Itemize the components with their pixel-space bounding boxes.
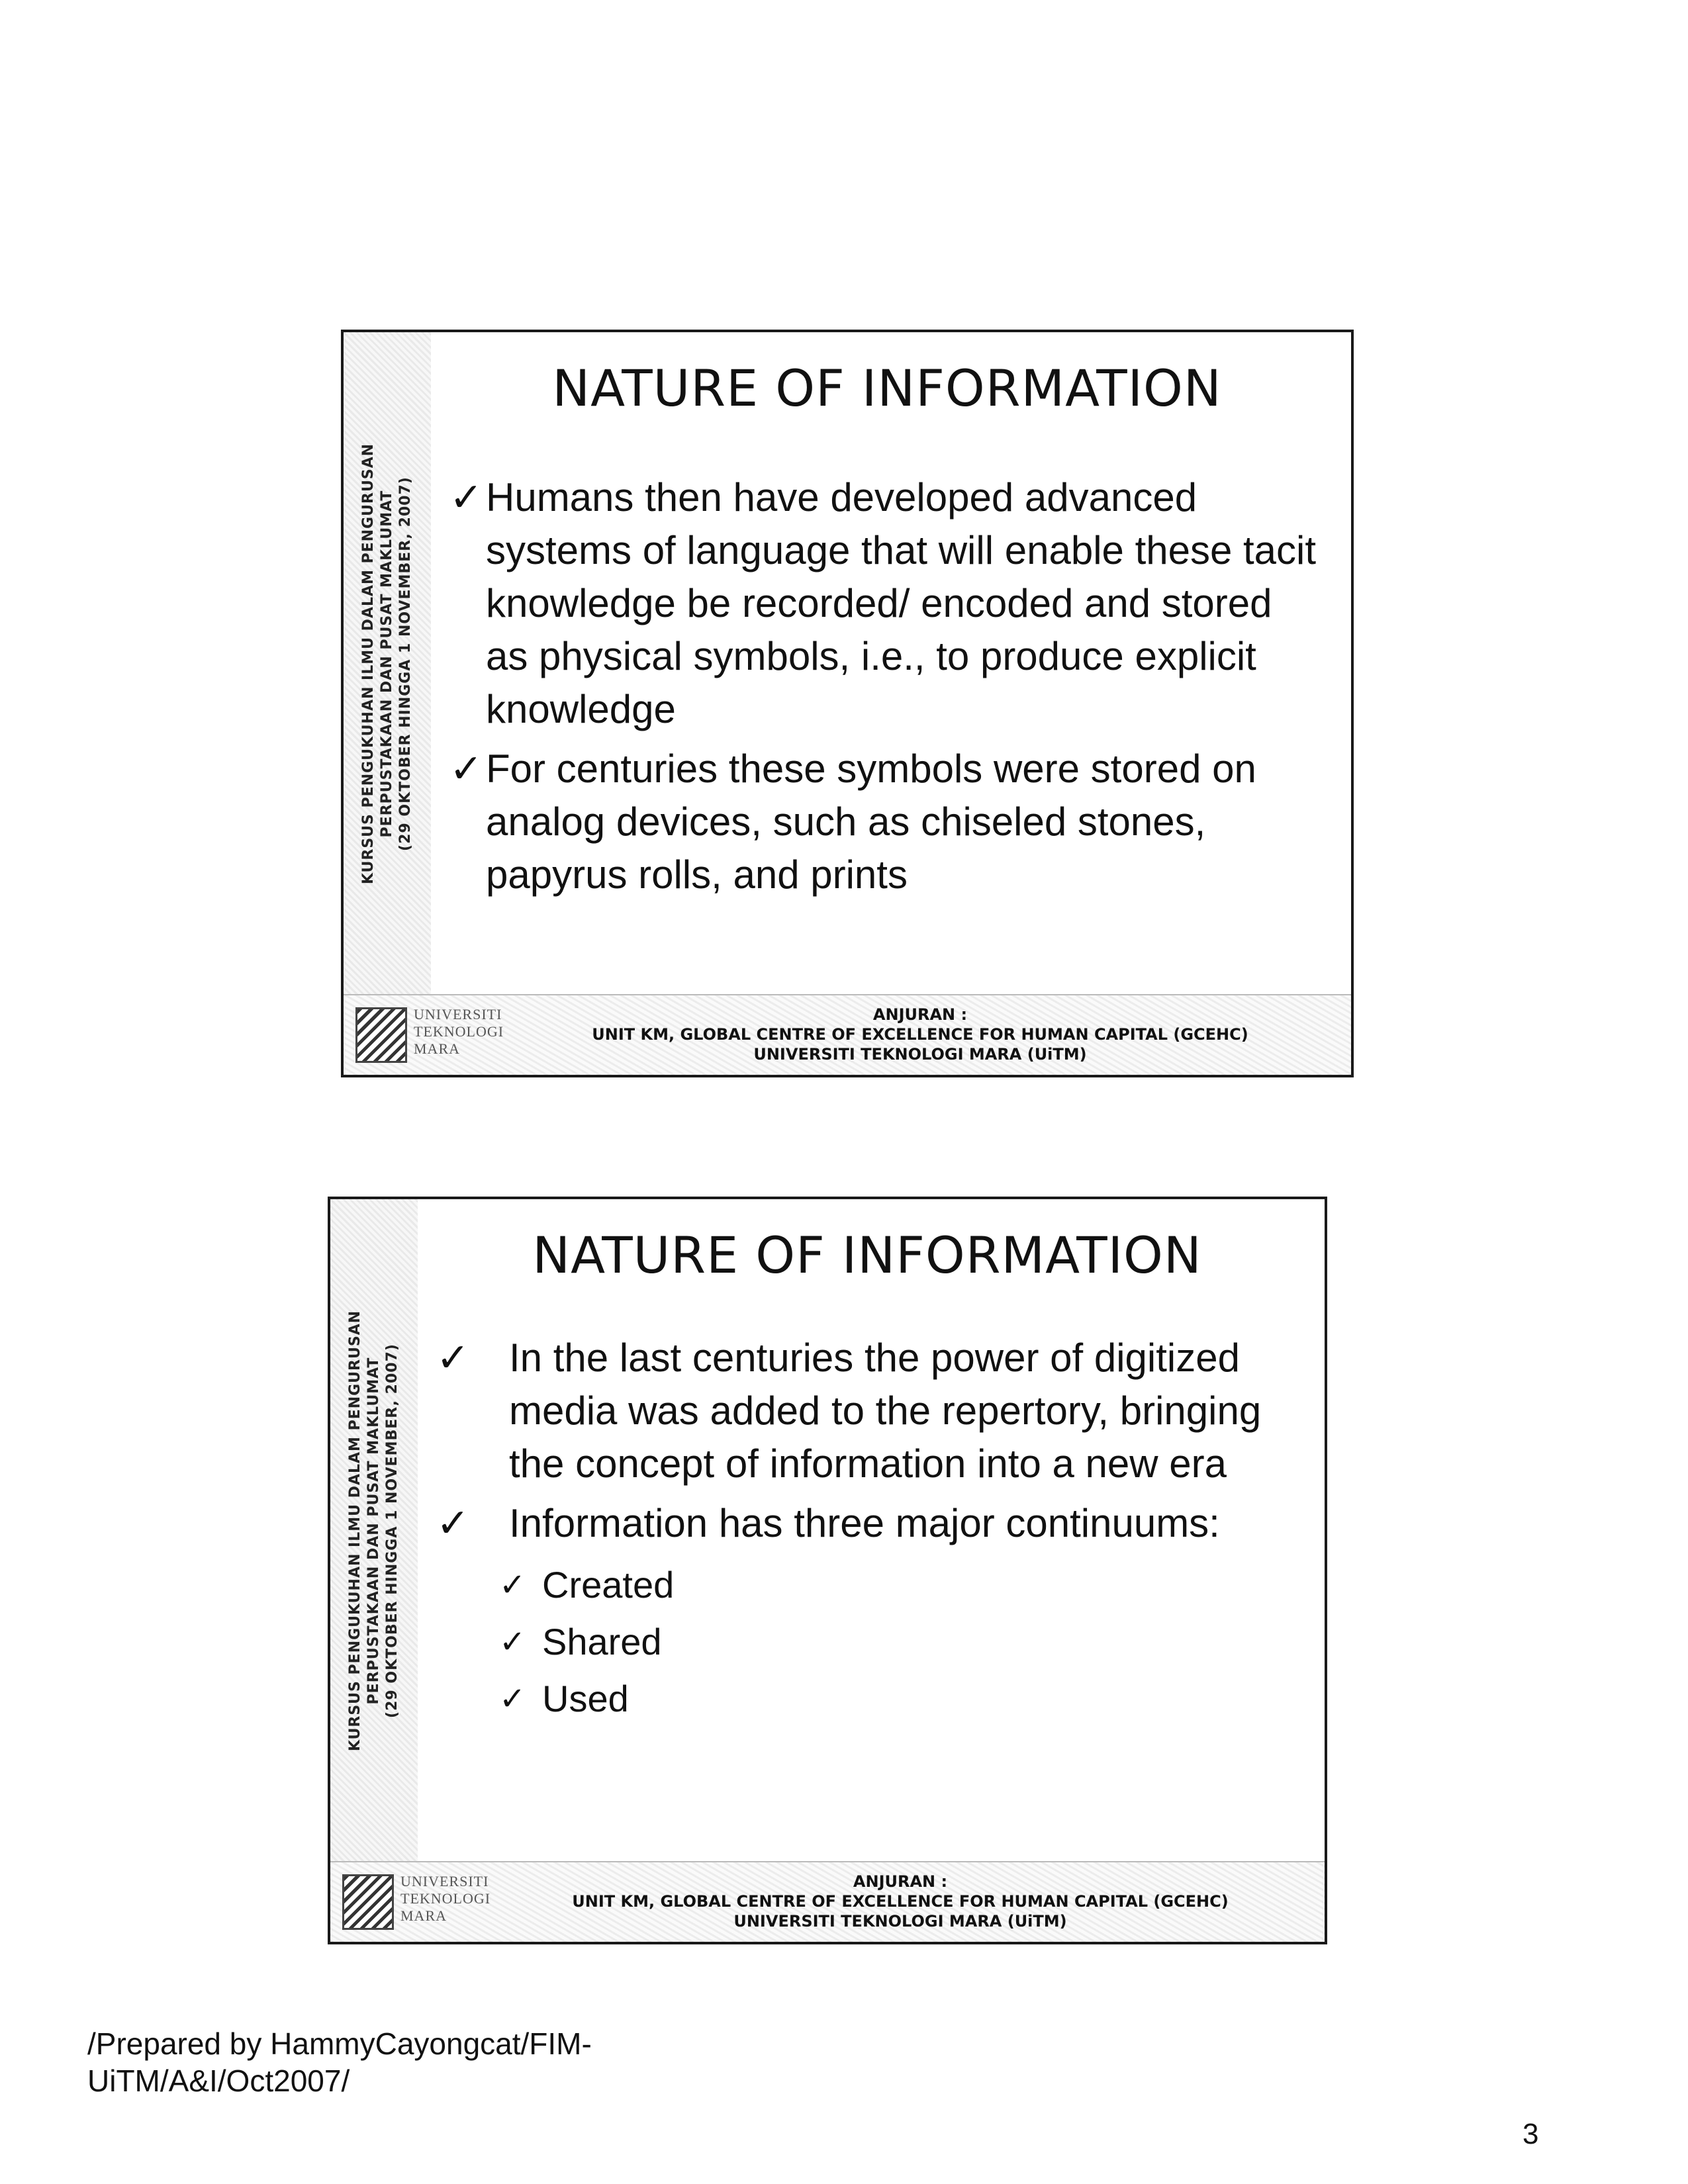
bullet-item (449, 471, 1325, 736)
uitm-emblem-icon (355, 1007, 407, 1063)
footer-line: ANJURAN : (853, 1872, 948, 1891)
bullet-item (436, 1497, 1298, 1550)
checkmark-icon: ✓ (449, 746, 483, 792)
slide-1 (341, 330, 1354, 1077)
side-banner-text (346, 1259, 402, 1802)
side-banner-text (359, 392, 415, 935)
footer-line: UNIT KM, GLOBAL CENTRE OF EXCELLENCE FOR HUMAN CAPITAL (GCEHC) (572, 1892, 1229, 1911)
bullet-text: In the last centuries the power of digitized media was added to the repertory, bringing the concept of information into a new era (509, 1336, 1262, 1486)
checkmark-icon: ✓ (499, 1623, 526, 1661)
logo-wordmark (400, 1873, 491, 1925)
sub-bullet-item (436, 1614, 1298, 1670)
footer-line: UNIVERSITI TEKNOLOGI MARA (UiTM) (753, 1045, 1087, 1064)
side-banner-line: KURSUS PENGUKUHAN ILMU DALAM PENGURUSAN (360, 443, 377, 885)
checkmark-icon: ✓ (499, 1567, 526, 1604)
sub-bullet-item (436, 1670, 1298, 1727)
logo-line: TEKNOLOGI (414, 1023, 504, 1040)
prepared-by-note: /Prepared by HammyCayongcat/FIM-UiTM/A&I/Oct2007/ (87, 2026, 592, 2098)
slide-title: NATURE OF INFORMATION (552, 359, 1222, 418)
side-banner (330, 1199, 418, 1862)
logo-line: TEKNOLOGI (400, 1890, 491, 1907)
bullet-text: Information has three major continuums: (509, 1501, 1220, 1545)
bullet-text: For centuries these symbols were stored on analog devices, such as chiseled stones, papyrus rolls, and prints (486, 747, 1256, 897)
checkmark-icon: ✓ (436, 1335, 470, 1381)
footer-organizer (502, 1005, 1338, 1064)
sub-bullet-text: Shared (542, 1621, 662, 1662)
side-banner (344, 332, 431, 995)
university-logo (337, 1868, 489, 1936)
uitm-emblem-icon (342, 1874, 394, 1930)
footer-line: UNIVERSITI TEKNOLOGI MARA (UiTM) (733, 1912, 1067, 1931)
checkmark-icon: ✓ (499, 1680, 526, 1717)
side-banner-line: (29 OKTOBER HINGGA 1 NOVEMBER, 2007) (397, 477, 414, 851)
footer-line: UNIT KM, GLOBAL CENTRE OF EXCELLENCE FOR HUMAN CAPITAL (GCEHC) (592, 1025, 1248, 1044)
bullet-text: Humans then have developed advanced systems of language that will enable these tacit knowledge be recorded/ encoded and stored as physical symbols, i.e., to produce explicit knowledge (486, 475, 1317, 731)
sub-bullet-text: Created (542, 1564, 675, 1606)
page-number: 3 (1523, 2118, 1539, 2150)
slide-footer (330, 1861, 1325, 1942)
checkmark-icon: ✓ (449, 475, 483, 521)
bullet-list (449, 471, 1325, 901)
side-banner-line: (29 OKTOBER HINGGA 1 NOVEMBER, 2007) (384, 1343, 400, 1718)
logo-line: UNIVERSITI (414, 1006, 502, 1023)
side-banner-line: PERPUSTAKAAN DAN PUSAT MAKLUMAT (379, 490, 395, 838)
sub-bullet-text: Used (542, 1678, 629, 1719)
footer-line: ANJURAN : (872, 1005, 968, 1024)
sub-bullet-list (436, 1557, 1298, 1727)
checkmark-icon: ✓ (436, 1500, 470, 1547)
bullet-item (449, 743, 1325, 901)
footer-organizer (489, 1872, 1311, 1931)
side-banner-line: KURSUS PENGUKUHAN ILMU DALAM PENGURUSAN (347, 1310, 363, 1752)
bullet-list (436, 1332, 1298, 1727)
university-logo (350, 1001, 502, 1069)
logo-wordmark (414, 1006, 504, 1058)
logo-line: MARA (414, 1040, 461, 1057)
bullet-item (436, 1332, 1298, 1490)
side-banner-line: PERPUSTAKAAN DAN PUSAT MAKLUMAT (365, 1357, 382, 1705)
sub-bullet-item (436, 1557, 1298, 1614)
logo-line: MARA (400, 1907, 447, 1924)
slide-footer (344, 994, 1351, 1075)
slide-2 (328, 1197, 1327, 1944)
logo-line: UNIVERSITI (400, 1873, 489, 1889)
slide-title: NATURE OF INFORMATION (532, 1226, 1202, 1285)
